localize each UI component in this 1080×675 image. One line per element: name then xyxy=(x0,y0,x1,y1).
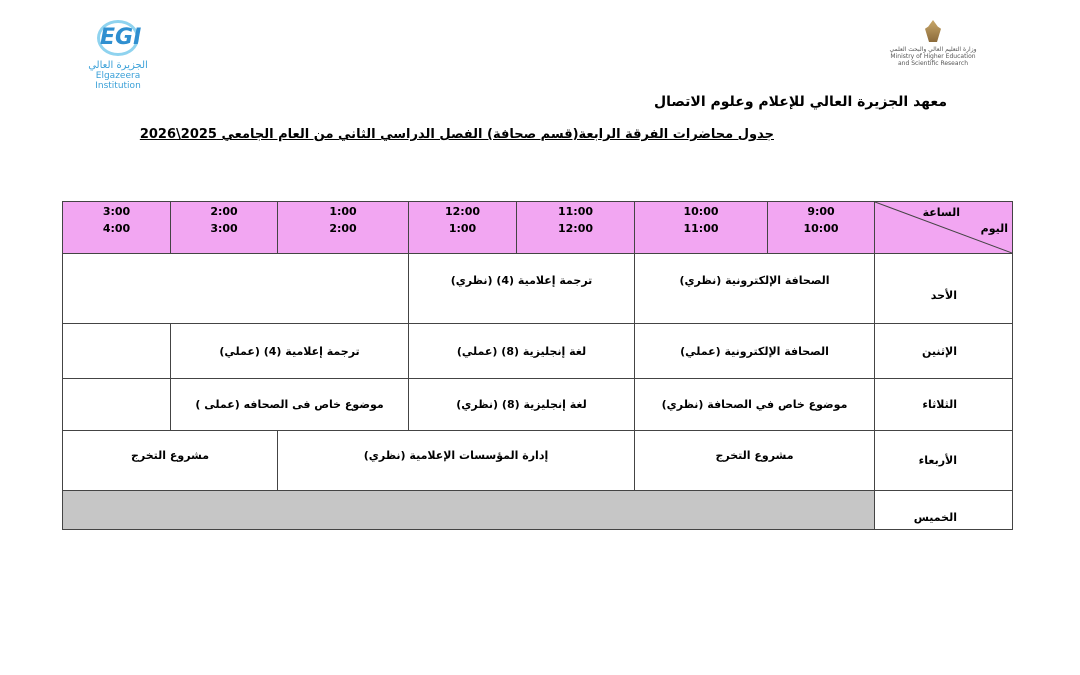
day-tuesday: الثلاثاء xyxy=(874,378,1013,431)
holiday-cell xyxy=(62,490,875,530)
slot-header xyxy=(516,201,635,254)
slot-to: 3:00 xyxy=(210,222,238,235)
class-cell: مشروع التخرج xyxy=(62,430,278,491)
slot-from: 12:00 xyxy=(444,205,480,218)
day-wednesday: الأربعاء xyxy=(874,430,1013,491)
day-label: اليوم xyxy=(980,222,1008,235)
day-monday: الإثنين xyxy=(874,323,1013,379)
hour-label: الساعة xyxy=(922,206,960,219)
institute-logo xyxy=(78,20,158,91)
slot-from: 3:00 xyxy=(102,205,131,218)
slot-from: 1:00 xyxy=(329,205,357,218)
class-cell: ترجمة إعلامية (4) (نظري) xyxy=(408,253,635,324)
empty-cell xyxy=(62,253,409,324)
class-cell: موضوع خاص في الصحافة (نظري) xyxy=(634,378,875,431)
slot-to: 1:00 xyxy=(448,222,477,235)
logo-arabic-name: الجزيرة العالي xyxy=(88,60,148,71)
class-cell: إدارة المؤسسات الإعلامية (نظري) xyxy=(277,430,635,491)
empty-cell xyxy=(62,323,171,379)
slot-to: 12:00 xyxy=(557,222,593,235)
eagle-emblem-icon xyxy=(925,20,941,42)
slot-header xyxy=(62,201,171,254)
header-corner-cell xyxy=(874,201,1013,254)
logo-english-name: Elgazeera Institution xyxy=(95,71,141,91)
ministry-arabic-name: وزارة التعليم العالي والبحث العلمي xyxy=(889,46,977,53)
class-cell: موضوع خاص فى الصحافه (عملى ) xyxy=(170,378,409,431)
egi-logo-mark: EGI xyxy=(97,20,139,56)
class-cell: لغة إنجليزية (8) (عملي) xyxy=(408,323,635,379)
class-cell: ترجمة إعلامية (4) (عملي) xyxy=(170,323,409,379)
slot-from: 11:00 xyxy=(557,205,593,218)
slot-to: 10:00 xyxy=(803,222,839,235)
institute-name: معهد الجزيرة العالي للإعلام وعلوم الاتصال xyxy=(653,94,947,110)
class-cell: الصحافة الإلكترونية (عملي) xyxy=(634,323,875,379)
ministry-english-name: Ministry of Higher Education and Scientific Research xyxy=(890,53,976,67)
slot-header xyxy=(767,201,875,254)
class-cell: الصحافة الإلكترونية (نظري) xyxy=(634,253,875,324)
slot-from: 9:00 xyxy=(807,205,835,218)
slot-to: 11:00 xyxy=(683,222,719,235)
slot-header xyxy=(634,201,768,254)
slot-header xyxy=(277,201,409,254)
day-sunday: الأحد xyxy=(874,253,1013,324)
empty-cell xyxy=(62,378,171,431)
class-cell: مشروع التخرج xyxy=(634,430,875,491)
day-thursday: الخميس xyxy=(874,490,1013,530)
slot-to: 4:00 xyxy=(102,222,131,235)
slot-to: 2:00 xyxy=(329,222,357,235)
slot-from: 10:00 xyxy=(683,205,719,218)
class-cell: لغة إنجليزية (8) (نظري) xyxy=(408,378,635,431)
schedule-title: جدول محاضرات الفرقة الرابعة(قسم صحافة) الفصل الدراسي الثاني من العام الجامعي 2025\2026 xyxy=(139,127,774,142)
ministry-logo xyxy=(888,20,978,67)
slot-header xyxy=(408,201,517,254)
slot-from: 2:00 xyxy=(210,205,238,218)
slot-header xyxy=(170,201,278,254)
